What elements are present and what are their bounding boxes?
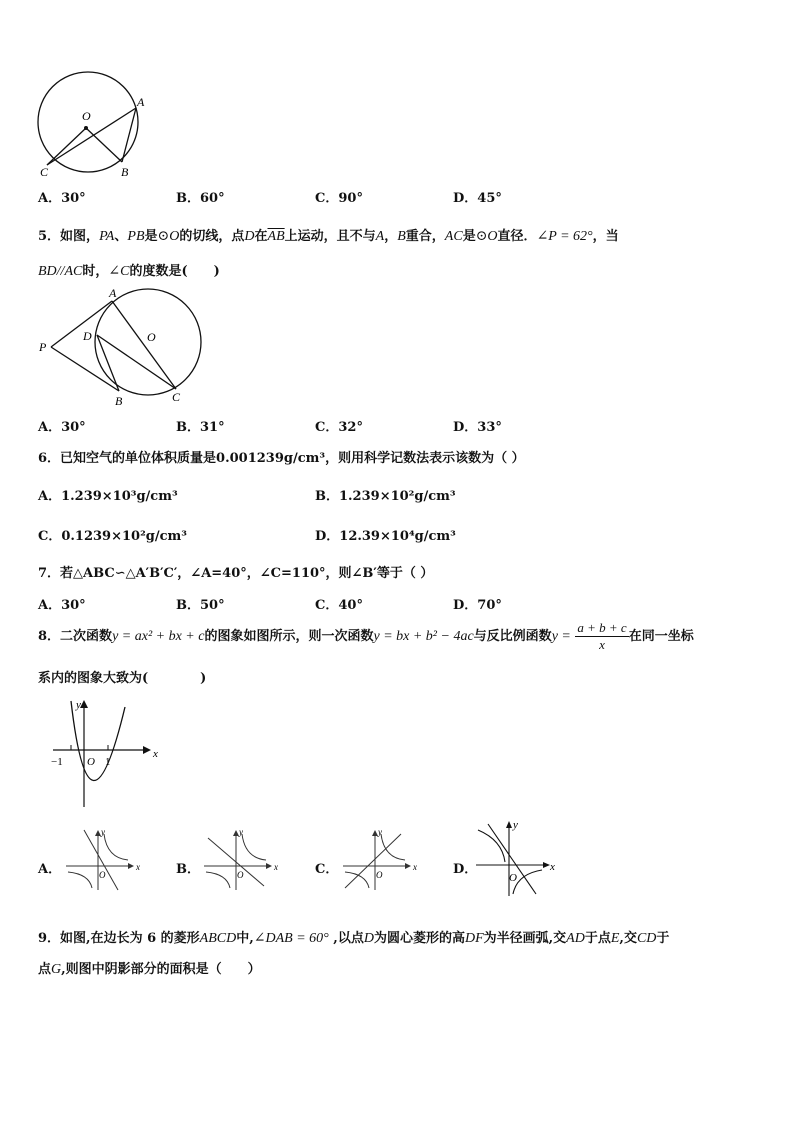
q6-option-d[interactable]: D．12.39×10⁴g/cm³ [315,529,456,544]
q8-b-label-o: O [237,870,244,880]
q8-c-hyperbola-lower [345,872,369,888]
q5-label-o: O [147,330,156,344]
q8-option-d-graph[interactable] [472,818,560,898]
q9-text: ,交 [619,931,637,946]
q8-number: 8． [38,629,61,644]
q4-segment-ob [86,128,122,162]
q8-d-label-y: y [513,819,518,831]
q5-segment-db [97,335,119,391]
q7-option-a[interactable]: A．30° [38,598,86,613]
q8-a-label-o: O [99,870,106,880]
q8-a-hyperbola-lower [68,872,92,888]
q5-option-c[interactable]: C．32° [315,420,363,435]
q8-label-y: y [76,699,81,711]
q5-math: ⊙O [475,229,498,244]
q4-option-d[interactable]: D．45° [453,191,502,206]
q8-text: 与反比例函数 [473,629,552,644]
q8-b-label-y: y [239,827,243,837]
q8-text: 二次函数 [60,629,113,644]
q4-label-o: O [82,109,91,123]
q5-number: 5． [38,229,61,244]
q8-b-hyperbola-upper [242,834,266,860]
q8-a-hyperbola-upper [104,834,128,860]
q8-option-d-letter[interactable]: D． [453,862,478,877]
q7-option-c[interactable]: C．40° [315,598,363,613]
q9-math: ∠DAB = 60° [253,931,329,946]
q8-b-hyperbola-lower [206,872,230,888]
q8-d-label-x: x [550,861,555,873]
q5-segment-dc [97,335,176,389]
q4-option-a[interactable]: A．30° [38,191,86,206]
q8-inverse-eq-lhs: y = [551,629,571,644]
q8-inverse-fraction [575,620,628,653]
q8-x-axis-arrow [143,746,151,754]
q8-a-label-y: y [101,827,105,837]
q8-c-label-x: x [413,862,417,872]
q8-option-b-letter[interactable]: B． [176,862,200,877]
q5-math: D [244,229,255,244]
q8-b-x-arrow [266,863,272,869]
q5-text: ，当 [592,229,619,244]
q8-text: 在同一坐标 [628,629,694,644]
q8-fraction-denominator: x [599,637,605,652]
q5-label-p: P [39,340,47,354]
q8-option-b-graph[interactable] [200,826,282,892]
q5-tangent-pb [51,347,119,391]
q8-d-hyperbola-upper [478,830,505,862]
q9-text: 为圆心菱形的高 [373,931,465,946]
q9-math: DF [464,931,484,946]
q4-center-dot [84,126,88,130]
q8-parabola-curve [71,701,125,781]
q5-text: 如图， [60,229,100,244]
q8-b-label-x: x [274,862,278,872]
q8-d-label-o: O [509,872,517,884]
q5-math: PB [127,229,145,244]
q9-text: ,以点 [328,931,364,946]
q8-c-x-arrow [405,863,411,869]
q8-a-x-arrow [128,863,134,869]
q8-a-label-x: x [136,862,140,872]
q8-y-axis-arrow [80,700,88,708]
q5-math: ∠C [108,264,130,279]
q5-text: 在 [254,229,268,244]
q8-c-label-y: y [378,827,382,837]
q4-segment-ca [47,108,136,165]
q8-parabola-graph [45,695,170,810]
q9-stem-line1 [38,927,669,947]
q8-option-a-graph[interactable] [62,826,144,892]
q5-math: ∠P = 62° [536,229,593,244]
q5-text: 重合， [405,229,445,244]
q5-label-b: B [115,394,123,408]
q8-c-line [345,834,401,888]
q4-option-b[interactable]: B．60° [176,191,225,206]
q5-option-d[interactable]: D．33° [453,420,502,435]
q5-arc-ab: $\overline{AB}$ [267,229,285,244]
q9-text: 9．如图,在边长为 6 的菱形 [38,931,200,946]
q5-tangent-pa [51,301,112,347]
q5-math: A [375,229,385,244]
q8-text: 的图象如图所示，则一次函数 [204,629,374,644]
q5-math: PA [99,229,115,244]
q5-text: 是 [462,229,476,244]
q5-math: ⊙O [157,229,180,244]
q9-text: 为半径画弧,交 [483,931,567,946]
q7-option-d[interactable]: D．70° [453,598,502,613]
q9-math: CD [636,931,657,946]
q5-label-c: C [172,390,181,404]
q9-text: 点 [38,962,52,977]
q4-label-a: A [137,95,145,109]
q5-stem-line2 [38,260,220,280]
q5-label-a: A [109,286,117,300]
q8-option-c-letter[interactable]: C． [315,862,339,877]
q8-option-a-letter[interactable]: A． [38,862,62,877]
q6-stem: 6．已知空气的单位体积质量是0.001239g/cm³，则用科学记数法表示该数为（ ） [38,451,525,466]
q5-math: AC [444,229,463,244]
q8-label-1: 1 [105,756,111,768]
q5-option-b[interactable]: B．31° [176,420,225,435]
q9-math: G [51,962,62,977]
q4-segment-oc [47,128,86,165]
q8-label-o: O [87,756,95,768]
q9-text: ,则图中阴影部分的面积是（ ） [61,962,261,977]
q5-math: B [397,229,406,244]
q5-stem-line1 [38,225,619,245]
q4-option-c[interactable]: C．90° [315,191,363,206]
q5-text: 的度数是( ) [129,264,220,279]
q8-d-y-arrow [506,821,512,828]
q9-text: 于 [656,931,670,946]
q5-text: 直径． [497,229,537,244]
q5-text: 上运动，且不与 [284,229,376,244]
q5-text: 、 [114,229,128,244]
q8-option-c-graph[interactable] [339,826,421,892]
q9-math: D [363,931,374,946]
q8-c-hyperbola-upper [381,834,405,860]
q9-math: AD [566,931,585,946]
q5-option-a[interactable]: A．30° [38,420,86,435]
q8-d-x-arrow [543,862,550,868]
q5-text: 的切线，点 [179,229,245,244]
q7-stem: 7．若△ABC∽△A′B′C′，∠A=40°，∠C=110°，则∠B′等于（ ） [38,566,434,581]
q4-label-b: B [121,165,129,179]
q6-option-a[interactable]: A．1.239×10³g/cm³ [38,489,178,504]
q8-quadratic-eq: y = ax² + bx + c [112,629,205,644]
q9-text: 于点 [584,931,611,946]
q9-math: ABCD [199,931,237,946]
q5-label-d: D [83,329,92,343]
q8-stem-line2: 系内的图象大致为( ) [38,671,207,686]
q8-linear-eq: y = bx + b² − 4ac [373,629,474,644]
q8-fraction-numerator: a + b + c [577,620,627,635]
q9-text: 中, [236,931,254,946]
q8-label-minus1: −1 [51,756,63,768]
q8-c-label-o: O [376,870,383,880]
q5-text: ， [384,229,398,244]
q4-circle-figure [30,70,160,180]
q7-option-b[interactable]: B．50° [176,598,225,613]
q6-option-b[interactable]: B．1.239×10²g/cm³ [315,489,456,504]
q5-diameter-ac [112,301,176,389]
q5-math: BD//AC [38,264,83,279]
q5-text: 是 [144,229,158,244]
q4-label-c: C [40,165,49,179]
q8-label-x: x [153,748,158,760]
q9-stem-line2 [38,958,261,978]
q8-stem-line1 [38,620,694,654]
q5-tangent-figure [35,285,205,410]
q5-text: 时， [82,264,109,279]
q6-option-c[interactable]: C．0.1239×10²g/cm³ [38,529,187,544]
q9-math: E [610,931,620,946]
